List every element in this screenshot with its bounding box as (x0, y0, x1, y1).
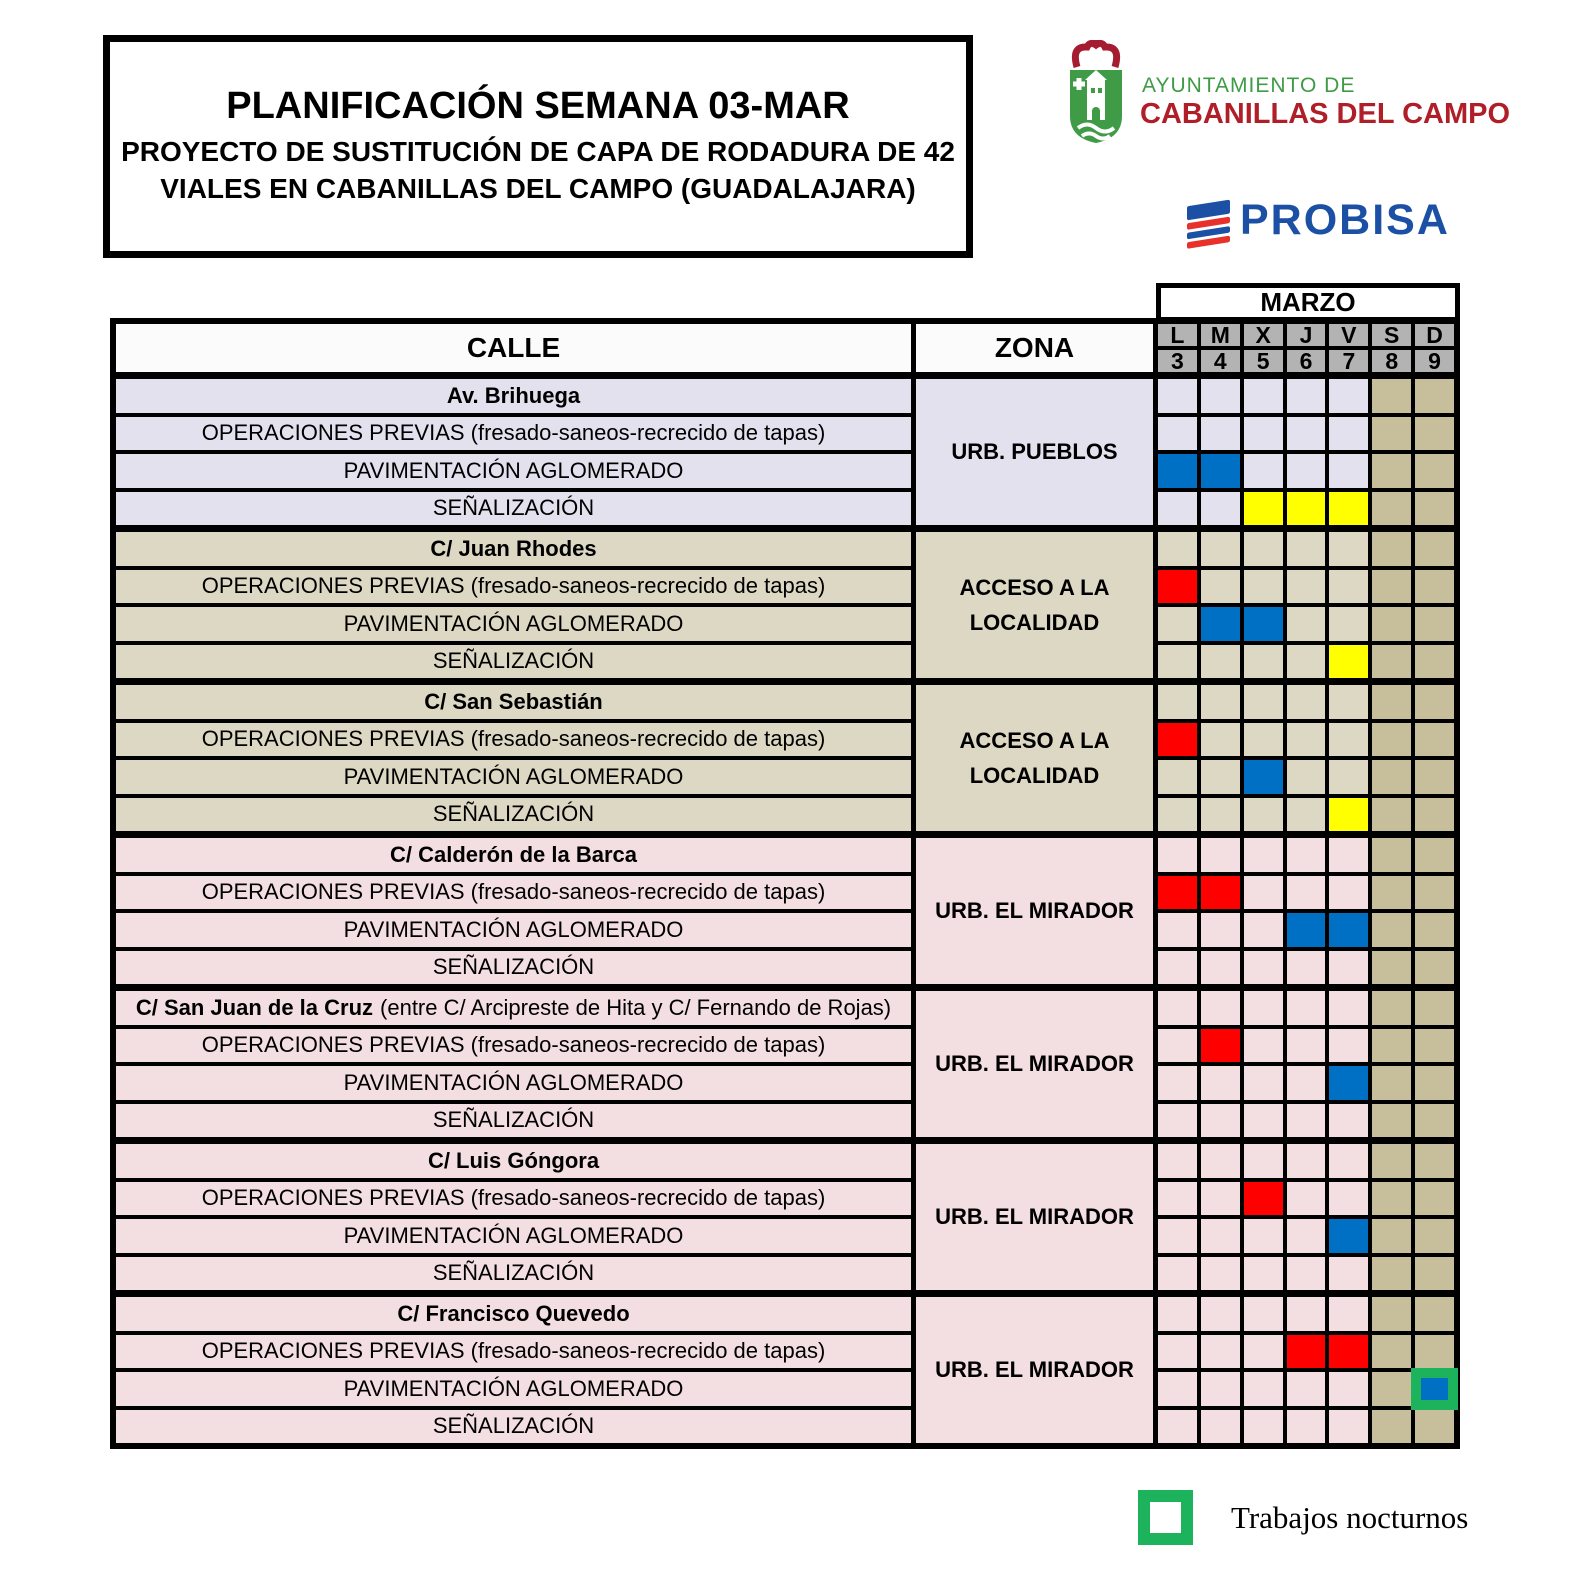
day-cell (1285, 415, 1328, 453)
day-cell (1285, 605, 1328, 643)
activity-cell: PAVIMENTACIÓN AGLOMERADO (114, 911, 914, 949)
day-cell (1370, 989, 1413, 1027)
day-cell (1327, 1142, 1370, 1180)
day-cell (1285, 1180, 1328, 1218)
table-body (114, 377, 1456, 1445)
night-work-marker (1411, 1368, 1458, 1410)
day-cell (1242, 1142, 1285, 1180)
day-cell (1327, 568, 1370, 606)
day-cell (1370, 1255, 1413, 1293)
planning-table (110, 318, 1460, 1449)
day-cell (1156, 1027, 1199, 1065)
day-cell (1199, 1333, 1242, 1371)
day-cell (1413, 1255, 1456, 1293)
day-cell (1370, 1295, 1413, 1333)
street-name: C/ San Juan de la Cruz (135, 994, 374, 1020)
day-cell (1413, 796, 1456, 834)
day-cell (1285, 1255, 1328, 1293)
day-cell (1285, 377, 1328, 415)
day-cell (1327, 1333, 1370, 1371)
day-cell (1370, 490, 1413, 528)
day-cell (1199, 1102, 1242, 1140)
day-cell (1199, 758, 1242, 796)
day-cell (1199, 1295, 1242, 1333)
street-name: C/ Juan Rhodes (430, 535, 597, 561)
day-cell (1413, 836, 1456, 874)
day-cell (1285, 1295, 1328, 1333)
day-letter-cell: J (1285, 322, 1328, 348)
day-cell (1156, 1295, 1199, 1333)
activity-cell: SEÑALIZACIÓN (114, 490, 914, 528)
zone-cell: ACCESO A LA LOCALIDAD (914, 530, 1156, 680)
day-cell (1156, 874, 1199, 912)
day-cell (1199, 721, 1242, 759)
day-cell (1327, 1102, 1370, 1140)
day-cell (1370, 377, 1413, 415)
day-letter-cell: V (1327, 322, 1370, 348)
day-cell (1285, 1027, 1328, 1065)
day-cell (1242, 415, 1285, 453)
day-cell (1285, 874, 1328, 912)
day-cell (1242, 1295, 1285, 1333)
day-cell (1370, 1408, 1413, 1446)
day-cell (1199, 989, 1242, 1027)
day-cell (1199, 530, 1242, 568)
day-cell (1156, 721, 1199, 759)
day-cell (1242, 1064, 1285, 1102)
street-block (114, 836, 1456, 989)
day-cell (1285, 1333, 1328, 1371)
day-cell (1413, 1142, 1456, 1180)
day-cell (1370, 530, 1413, 568)
legend-label: Trabajos nocturnos (1231, 1499, 1469, 1535)
day-cell (1199, 1180, 1242, 1218)
zone-cell: ACCESO A LA LOCALIDAD (914, 683, 1156, 833)
day-cell (1370, 1333, 1413, 1371)
day-cell (1327, 758, 1370, 796)
activity-cell: OPERACIONES PREVIAS (fresado-saneos-recrecido de tapas) (114, 874, 914, 912)
day-cell (1156, 452, 1199, 490)
day-cell (1370, 643, 1413, 681)
street-name: C/ Francisco Quevedo (397, 1300, 630, 1326)
column-header-zona: ZONA (914, 322, 1156, 374)
activity-cell: OPERACIONES PREVIAS (fresado-saneos-recrecido de tapas) (114, 415, 914, 453)
day-cell (1242, 1102, 1285, 1140)
day-cell (1242, 836, 1285, 874)
activity-cell: SEÑALIZACIÓN (114, 796, 914, 834)
day-cell (1370, 758, 1413, 796)
day-cell (1199, 1370, 1242, 1408)
day-cell (1242, 530, 1285, 568)
page-title: PLANIFICACIÓN SEMANA 03-MAR (226, 85, 850, 128)
day-cell (1242, 1333, 1285, 1371)
day-cell (1327, 1064, 1370, 1102)
day-cell (1413, 758, 1456, 796)
day-cell (1199, 836, 1242, 874)
day-cell (1199, 683, 1242, 721)
ayuntamiento-crest-icon (1056, 40, 1136, 157)
day-cell (1156, 1064, 1199, 1102)
day-cell (1327, 949, 1370, 987)
day-cell (1242, 1370, 1285, 1408)
day-cell (1327, 874, 1370, 912)
activity-cell: SEÑALIZACIÓN (114, 1408, 914, 1446)
day-cell (1156, 377, 1199, 415)
day-cell (1285, 1370, 1328, 1408)
day-cell (1413, 605, 1456, 643)
day-number-cell: 7 (1327, 348, 1370, 374)
day-cell (1413, 1333, 1456, 1371)
day-cell (1285, 568, 1328, 606)
day-cell (1327, 1408, 1370, 1446)
activity-cell: OPERACIONES PREVIAS (fresado-saneos-recrecido de tapas) (114, 568, 914, 606)
activity-cell: PAVIMENTACIÓN AGLOMERADO (114, 1217, 914, 1255)
day-cell (1199, 415, 1242, 453)
day-cell (1413, 1102, 1456, 1140)
activity-cell: OPERACIONES PREVIAS (fresado-saneos-recrecido de tapas) (114, 1180, 914, 1218)
day-number-cell: 9 (1413, 348, 1456, 374)
day-cell (1370, 415, 1413, 453)
day-letter-cell: M (1199, 322, 1242, 348)
night-work-swatch-icon (1138, 1490, 1193, 1545)
day-number-cell: 6 (1285, 348, 1328, 374)
zone-cell: URB. EL MIRADOR (914, 836, 1156, 986)
day-cell (1285, 721, 1328, 759)
day-cell (1327, 836, 1370, 874)
day-cell (1242, 989, 1285, 1027)
day-cell (1327, 1027, 1370, 1065)
day-cell (1199, 490, 1242, 528)
probisa-books-icon (1183, 193, 1235, 256)
street-name-cell (114, 377, 914, 415)
street-name-cell (114, 530, 914, 568)
day-cell (1199, 911, 1242, 949)
day-cell (1370, 1180, 1413, 1218)
day-cell (1156, 1102, 1199, 1140)
day-cell (1413, 911, 1456, 949)
day-cell (1242, 758, 1285, 796)
day-cell (1156, 758, 1199, 796)
activity-cell: SEÑALIZACIÓN (114, 1255, 914, 1293)
day-cell (1413, 643, 1456, 681)
activity-cell: PAVIMENTACIÓN AGLOMERADO (114, 758, 914, 796)
day-number-cell: 8 (1370, 348, 1413, 374)
day-cell (1327, 721, 1370, 759)
day-cell (1413, 1064, 1456, 1102)
day-cell (1370, 1370, 1413, 1408)
day-cell (1199, 949, 1242, 987)
day-cell (1285, 643, 1328, 681)
day-cell (1242, 683, 1285, 721)
day-cell (1285, 796, 1328, 834)
day-cell (1199, 1027, 1242, 1065)
activity-cell: PAVIMENTACIÓN AGLOMERADO (114, 1064, 914, 1102)
day-cell (1285, 911, 1328, 949)
activity-cell: OPERACIONES PREVIAS (fresado-saneos-recrecido de tapas) (114, 1333, 914, 1371)
activity-cell: SEÑALIZACIÓN (114, 1102, 914, 1140)
day-cell (1327, 1217, 1370, 1255)
day-cell (1370, 796, 1413, 834)
day-cell (1199, 605, 1242, 643)
street-block (114, 1142, 1456, 1295)
day-cell (1199, 643, 1242, 681)
month-header: MARZO (1156, 283, 1460, 322)
day-cell (1242, 643, 1285, 681)
day-cell (1327, 643, 1370, 681)
day-cell (1370, 568, 1413, 606)
day-cell (1370, 1064, 1413, 1102)
day-cell (1242, 796, 1285, 834)
day-letter-cell: D (1413, 322, 1456, 348)
day-cell (1156, 530, 1199, 568)
day-cell (1370, 605, 1413, 643)
activity-cell: PAVIMENTACIÓN AGLOMERADO (114, 452, 914, 490)
day-cell (1413, 377, 1456, 415)
subtitle-line-2: VIALES EN CABANILLAS DEL CAMPO (GUADALAJARA) (160, 173, 916, 204)
day-cell (1370, 949, 1413, 987)
day-cell (1199, 1255, 1242, 1293)
day-cell (1327, 911, 1370, 949)
day-cell (1242, 1255, 1285, 1293)
day-cell (1242, 1217, 1285, 1255)
day-cell (1199, 874, 1242, 912)
day-cell (1199, 1408, 1242, 1446)
street-block (114, 683, 1456, 836)
day-cell (1242, 452, 1285, 490)
day-cell (1327, 796, 1370, 834)
day-cell (1199, 1217, 1242, 1255)
day-cell (1285, 949, 1328, 987)
street-block (114, 989, 1456, 1142)
column-header-calle: CALLE (114, 322, 914, 374)
street-block (114, 1295, 1456, 1445)
day-cell (1242, 568, 1285, 606)
day-cell (1156, 796, 1199, 834)
day-cell (1285, 1102, 1328, 1140)
day-cell (1327, 1295, 1370, 1333)
day-cell (1156, 490, 1199, 528)
day-cell (1242, 874, 1285, 912)
street-note: (entre C/ Arcipreste de Hita y C/ Fernando de Rojas) (380, 994, 892, 1020)
day-cell (1242, 949, 1285, 987)
day-cell (1413, 568, 1456, 606)
day-cell (1156, 605, 1199, 643)
day-cell (1242, 377, 1285, 415)
legend (1138, 1490, 1468, 1545)
table-header (114, 322, 1456, 377)
day-cell (1327, 1255, 1370, 1293)
day-cell (1285, 683, 1328, 721)
day-cell (1370, 1102, 1413, 1140)
day-cell (1156, 1408, 1199, 1446)
street-name-cell (114, 989, 914, 1027)
day-cell (1156, 683, 1199, 721)
day-cell (1327, 415, 1370, 453)
street-name: Av. Brihuega (446, 382, 581, 408)
day-cell (1285, 1064, 1328, 1102)
day-cell (1285, 836, 1328, 874)
day-cell (1413, 874, 1456, 912)
day-cell (1327, 1180, 1370, 1218)
street-name-cell (114, 683, 914, 721)
day-cell (1413, 490, 1456, 528)
day-cell (1413, 1370, 1456, 1408)
zone-cell: URB. EL MIRADOR (914, 989, 1156, 1139)
day-cell (1156, 1370, 1199, 1408)
day-cell (1370, 721, 1413, 759)
day-cell (1413, 415, 1456, 453)
day-cell (1156, 1333, 1199, 1371)
subtitle-line-1: PROYECTO DE SUSTITUCIÓN DE CAPA DE RODADURA DE 42 (121, 136, 955, 168)
day-cell (1242, 1408, 1285, 1446)
day-cell (1413, 721, 1456, 759)
day-cell (1327, 1370, 1370, 1408)
day-letter-cell: L (1156, 322, 1199, 348)
day-cell (1370, 452, 1413, 490)
day-cell (1199, 1064, 1242, 1102)
title-box (103, 35, 973, 258)
day-cell (1199, 568, 1242, 606)
day-cell (1370, 1142, 1413, 1180)
activity-cell: PAVIMENTACIÓN AGLOMERADO (114, 1370, 914, 1408)
day-cell (1199, 1142, 1242, 1180)
activity-cell: SEÑALIZACIÓN (114, 949, 914, 987)
day-cell (1199, 796, 1242, 834)
day-cell (1156, 643, 1199, 681)
zone-cell: URB. EL MIRADOR (914, 1295, 1156, 1445)
day-cell (1327, 683, 1370, 721)
day-cell (1413, 683, 1456, 721)
day-number-cell: 4 (1199, 348, 1242, 374)
day-cell (1370, 911, 1413, 949)
day-cell (1370, 874, 1413, 912)
activity-cell: OPERACIONES PREVIAS (fresado-saneos-recrecido de tapas) (114, 1027, 914, 1065)
day-cell (1156, 1142, 1199, 1180)
street-block (114, 377, 1456, 530)
day-cell (1156, 1217, 1199, 1255)
day-cell (1370, 1027, 1413, 1065)
street-name-cell (114, 1295, 914, 1333)
day-cell (1156, 568, 1199, 606)
zone-cell: URB. EL MIRADOR (914, 1142, 1156, 1292)
day-cell (1242, 605, 1285, 643)
day-cell (1413, 949, 1456, 987)
day-cell (1242, 1027, 1285, 1065)
probisa-wordmark: PROBISA (1240, 196, 1450, 244)
day-letter-cell: X (1242, 322, 1285, 348)
street-name: C/ Calderón de la Barca (390, 841, 637, 867)
day-cell (1370, 836, 1413, 874)
day-cell (1199, 377, 1242, 415)
day-cell (1242, 1180, 1285, 1218)
activity-cell: SEÑALIZACIÓN (114, 643, 914, 681)
day-cell (1285, 490, 1328, 528)
day-number-cell: 3 (1156, 348, 1199, 374)
day-cell (1327, 605, 1370, 643)
zone-cell: URB. PUEBLOS (914, 377, 1156, 527)
day-cell (1327, 530, 1370, 568)
day-cell (1156, 1255, 1199, 1293)
day-cell (1242, 490, 1285, 528)
day-cell (1327, 452, 1370, 490)
day-cell (1242, 911, 1285, 949)
street-block (114, 530, 1456, 683)
ayuntamiento-name-line1: AYUNTAMIENTO DE (1142, 74, 1356, 97)
day-cell (1413, 1027, 1456, 1065)
day-cell (1327, 989, 1370, 1027)
day-cell (1285, 1408, 1328, 1446)
day-cell (1413, 1180, 1456, 1218)
street-name-cell (114, 1142, 914, 1180)
street-name: C/ Luis Góngora (427, 1147, 600, 1173)
day-cell (1242, 721, 1285, 759)
day-cell (1285, 1142, 1328, 1180)
day-cell (1156, 1180, 1199, 1218)
day-letter-cell: S (1370, 322, 1413, 348)
day-cell (1285, 452, 1328, 490)
day-cell (1413, 989, 1456, 1027)
day-cell (1413, 1408, 1456, 1446)
day-cell (1285, 989, 1328, 1027)
day-cell (1327, 490, 1370, 528)
day-cell (1156, 911, 1199, 949)
day-cell (1156, 415, 1199, 453)
day-cell (1413, 530, 1456, 568)
day-cell (1413, 1295, 1456, 1333)
ayuntamiento-name-line2: CABANILLAS DEL CAMPO (1140, 98, 1511, 130)
day-cell (1370, 683, 1413, 721)
day-cell (1413, 452, 1456, 490)
day-cell (1327, 377, 1370, 415)
day-number-cell: 5 (1242, 348, 1285, 374)
day-cell (1156, 949, 1199, 987)
street-name: C/ San Sebastián (424, 688, 603, 714)
activity-cell: PAVIMENTACIÓN AGLOMERADO (114, 605, 914, 643)
day-cell (1285, 1217, 1328, 1255)
day-cell (1285, 530, 1328, 568)
day-cell (1156, 836, 1199, 874)
activity-cell: OPERACIONES PREVIAS (fresado-saneos-recrecido de tapas) (114, 721, 914, 759)
day-cell (1156, 989, 1199, 1027)
day-cell (1413, 1217, 1456, 1255)
street-name-cell (114, 836, 914, 874)
day-cell (1199, 452, 1242, 490)
day-cell (1285, 758, 1328, 796)
day-cell (1370, 1217, 1413, 1255)
